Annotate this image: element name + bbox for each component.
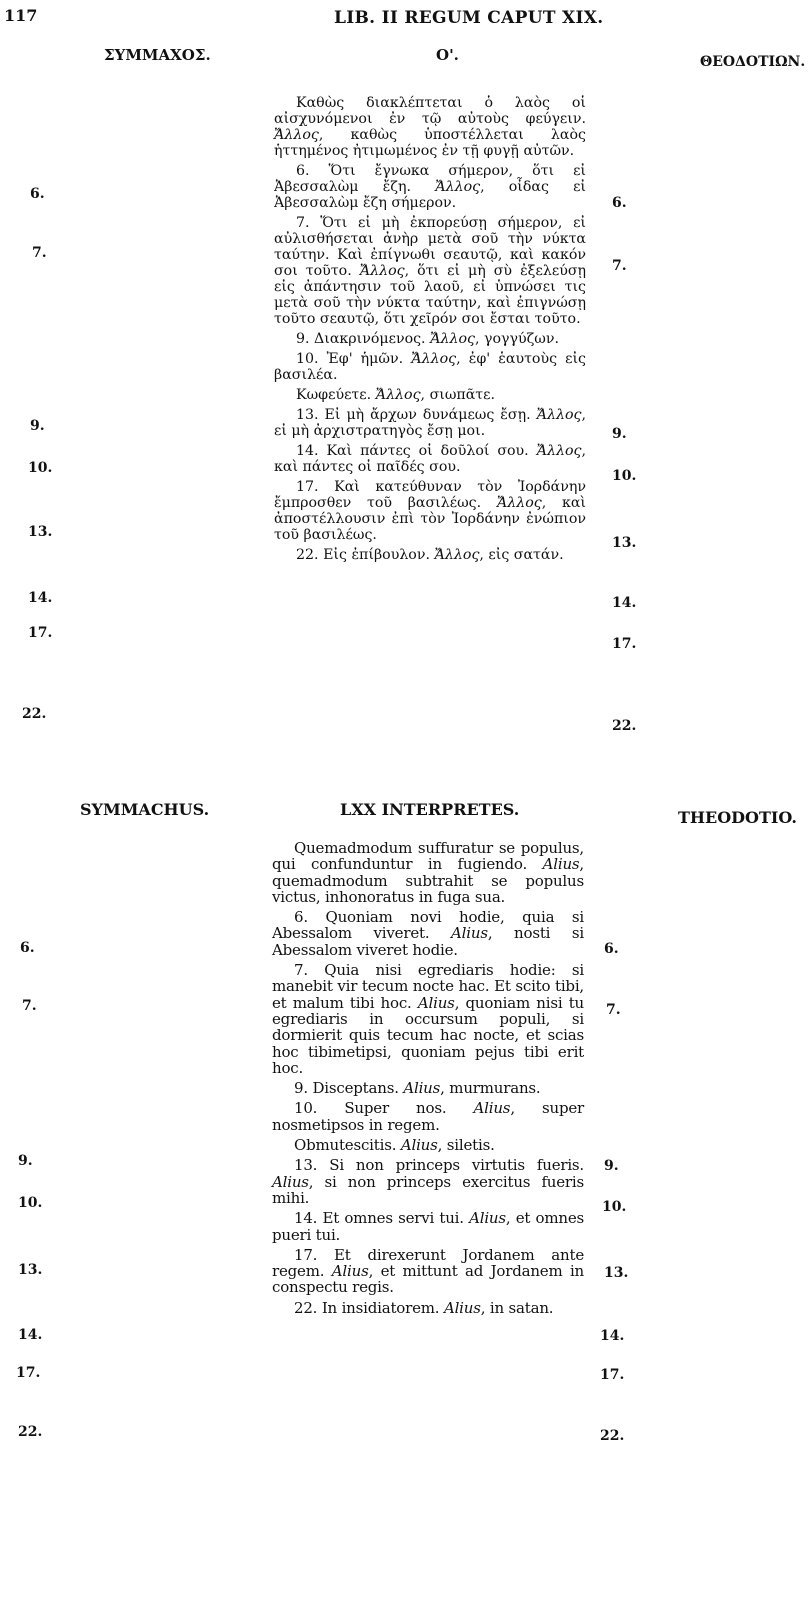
latin-verse-right: 6. bbox=[604, 941, 619, 957]
greek-verse-left: 7. bbox=[32, 245, 47, 261]
page-number: 117 bbox=[4, 6, 38, 25]
latin-verse-left: 6. bbox=[20, 940, 35, 956]
latin-verse-right: 13. bbox=[604, 1265, 629, 1281]
latin-verse-left: 17. bbox=[16, 1365, 41, 1381]
latin-paragraph: 10. Super nos. Alius, super nosmetipsos in regem. bbox=[272, 1099, 584, 1134]
latin-header-theodotion: THEODOTIO. bbox=[678, 808, 797, 827]
latin-verse-right: 10. bbox=[602, 1199, 627, 1215]
latin-verse-right: 9. bbox=[604, 1158, 619, 1174]
latin-verse-left: 13. bbox=[18, 1262, 43, 1278]
greek-paragraph: 7. Ὅτι εἰ μὴ ἐκπορεύσῃ σήμερον, εἰ αὐλισθήσεται ἀνὴρ μετὰ σοῦ τὴν νύκτα ταύτην. Καὶ ἐπίγνωθι σεαυτῷ, καὶ κακόν σοι τοῦτο. Ἄλλος, ὅτι εἰ μὴ σὺ ἐξελεύσῃ εἰς ἀπάντησιν τοῦ λαοῦ, εἰ ὑπνώσει τις μετὰ σοῦ τὴν νύκτα ταύτην, καὶ ἐπιγνώσῃ τοῦτο σεαυτῷ, ὅτι χεῖρόν σοι ἔσται τοῦτο. bbox=[274, 215, 586, 327]
latin-verse-right: 14. bbox=[600, 1328, 625, 1344]
greek-verse-right: 7. bbox=[612, 258, 627, 274]
latin-paragraph: 14. Et omnes servi tui. Alius, et omnes pueri tui. bbox=[272, 1209, 584, 1244]
greek-header-symmachus: ΣΥΜΜΑΧΟΣ. bbox=[104, 46, 211, 64]
greek-header-lxx: Ο'. bbox=[436, 46, 459, 64]
latin-paragraph: 6. Quoniam novi hodie, quia si Abessalom viveret. Alius, nosti si Abessalom viveret hodie. bbox=[272, 908, 584, 959]
greek-paragraph: Καθὼς διακλέπτεται ὁ λαὸς οἱ αἰσχυνόμενοι ἐν τῷ αὐτοὺς φεύγειν. Ἄλλος, καθὼς ὑποστέλλεται λαὸς ἡττημένος ἠτιμωμένος ἐν τῇ φυγῇ αὐτῶν. bbox=[274, 95, 586, 159]
greek-verse-left: 10. bbox=[28, 460, 53, 476]
latin-verse-left: 22. bbox=[18, 1424, 43, 1440]
running-head: LIB. II REGUM CAPUT XIX. bbox=[334, 8, 604, 28]
greek-text-column bbox=[274, 95, 586, 567]
latin-verse-left: 7. bbox=[22, 998, 37, 1014]
latin-paragraph: 13. Si non princeps virtutis fueris. Alius, si non princeps exercitus fueris mihi. bbox=[272, 1156, 584, 1207]
greek-verse-right: 9. bbox=[612, 426, 627, 442]
latin-paragraph: 9. Disceptans. Alius, murmurans. bbox=[294, 1079, 541, 1098]
greek-verse-right: 17. bbox=[612, 636, 637, 652]
greek-paragraph: 22. Εἰς ἐπίβουλον. Ἄλλος, εἰς σατάν. bbox=[296, 547, 564, 563]
greek-verse-right: 6. bbox=[612, 195, 627, 211]
latin-text-column bbox=[272, 840, 584, 1320]
latin-verse-left: 10. bbox=[18, 1195, 43, 1211]
latin-header-lxx: LXX INTERPRETES. bbox=[340, 800, 520, 819]
greek-verse-right: 14. bbox=[612, 595, 637, 611]
greek-verse-left: 17. bbox=[28, 625, 53, 641]
latin-paragraph: 17. Et direxerunt Jordanem ante regem. Alius, et mittunt ad Jordanem in conspectu regis. bbox=[272, 1245, 585, 1297]
latin-verse-left: 9. bbox=[18, 1153, 33, 1169]
greek-header-theodotion: ΘΕΟΔΟΤΙΩΝ. bbox=[700, 54, 806, 70]
latin-verse-left: 14. bbox=[18, 1327, 43, 1343]
latin-verse-right: 17. bbox=[600, 1367, 625, 1383]
latin-paragraph: Quemadmodum suffuratur se populus, qui confunduntur in fugiendo. Alius, quemadmodum subtrahit se populus victus, inhonoratus in fuga sua. bbox=[272, 839, 584, 906]
greek-paragraph: 14. Καὶ πάντες οἱ δοῦλοί σου. Ἄλλος, καὶ πάντες οἱ παῖδές σου. bbox=[274, 443, 586, 475]
greek-paragraph: 9. Διακρινόμενος. Ἄλλος, γογγύζων. bbox=[296, 331, 560, 347]
greek-verse-left: 6. bbox=[30, 186, 45, 202]
latin-paragraph: 22. In insidiatorem. Alius, in satan. bbox=[294, 1298, 554, 1317]
greek-verse-left: 14. bbox=[28, 590, 53, 606]
greek-paragraph: 10. Ἐφ' ἡμῶν. Ἄλλος, ἐφ' ἑαυτοὺς εἰς βασιλέα. bbox=[274, 351, 586, 383]
greek-verse-left: 9. bbox=[30, 418, 45, 434]
greek-paragraph: 6. Ὅτι ἔγνωκα σήμερον, ὅτι εἰ Ἀβεσσαλὼμ ἔζη. Ἄλλος, οἶδας εἰ Ἀβεσσαλὼμ ἔζη σήμερον. bbox=[274, 163, 586, 211]
latin-verse-right: 7. bbox=[606, 1002, 621, 1018]
greek-paragraph: Κωφεύετε. Ἄλλος, σιωπᾶτε. bbox=[296, 387, 495, 403]
latin-verse-right: 22. bbox=[600, 1428, 625, 1444]
greek-verse-right: 22. bbox=[612, 718, 637, 734]
greek-verse-left: 22. bbox=[22, 706, 47, 722]
latin-header-symmachus: SYMMACHUS. bbox=[80, 800, 210, 819]
greek-verse-right: 10. bbox=[612, 468, 637, 484]
greek-verse-right: 13. bbox=[612, 535, 637, 551]
greek-paragraph: 17. Καὶ κατεύθυναν τὸν Ἰορδάνην ἔμπροσθεν τοῦ βασιλέως. Ἄλλος, καὶ ἀποστέλλουσιν ἐπὶ τὸν Ἰορδάνην ἐνώπιον τοῦ βασιλέως. bbox=[274, 479, 586, 543]
greek-verse-left: 13. bbox=[28, 524, 53, 540]
latin-paragraph: 7. Quia nisi egrediaris hodie: si manebit vir tecum nocte hac. Et scito tibi, et malum tibi hoc. Alius, quoniam nisi tu egrediaris in occursum populi, si dormierit quis tecum hac nocte, et scias hoc tibimetipsi, quoniam pejus tibi erit hoc. bbox=[272, 961, 584, 1077]
latin-paragraph: Obmutescitis. Alius, siletis. bbox=[294, 1136, 495, 1155]
greek-paragraph: 13. Εἰ μὴ ἄρχων δυνάμεως ἔσῃ. Ἄλλος, εἰ μὴ ἀρχιστρατηγὸς ἔσῃ μοι. bbox=[274, 407, 586, 439]
